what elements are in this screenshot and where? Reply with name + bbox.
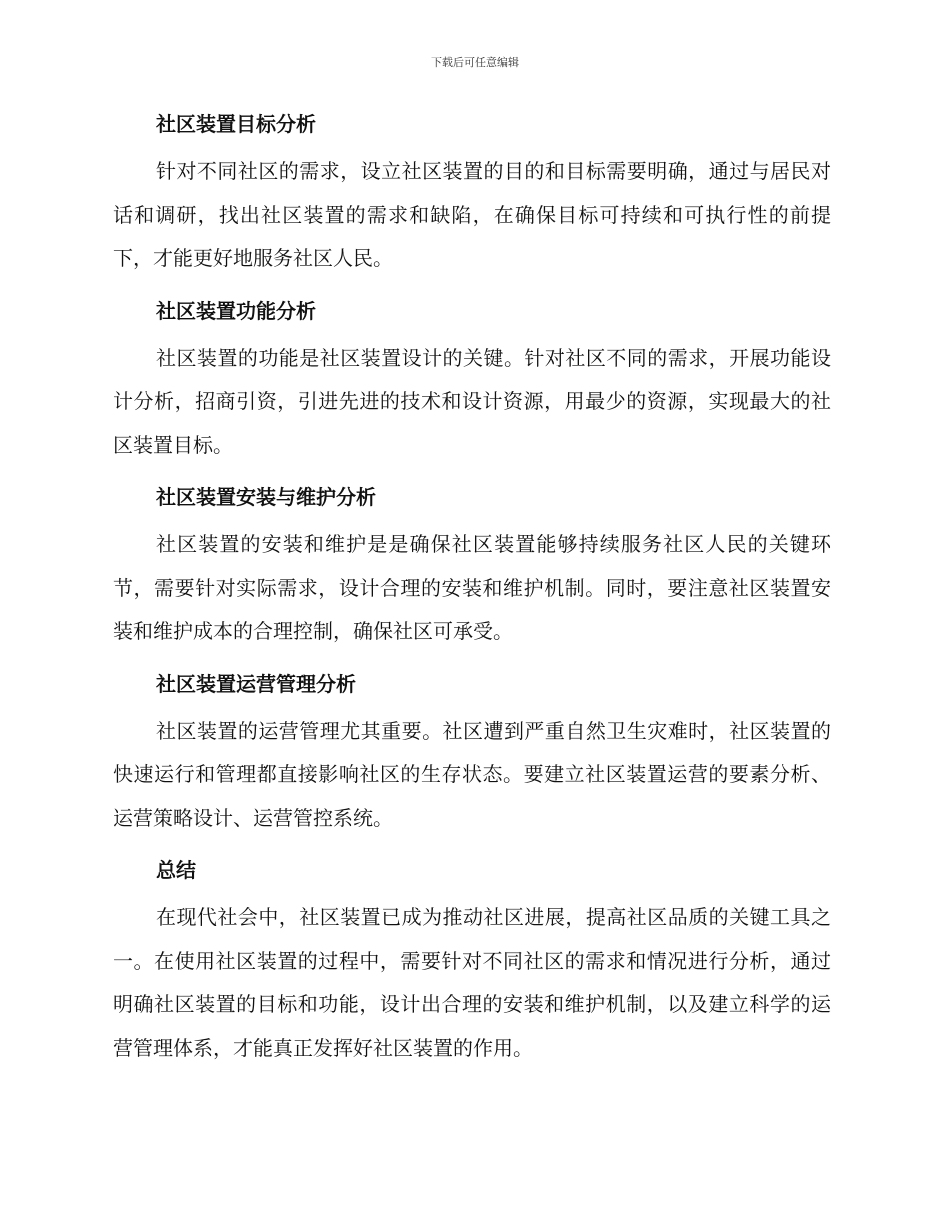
page-header: 下载后可任意编辑 [431,56,519,69]
section-heading-operation: 社区装置运营管理分析 [156,671,356,696]
section-heading-summary: 总结 [156,858,196,882]
section-paragraph-operation: 社区装置的运营管理尤其重要。社区遭到严重自然卫生灾难时，社区装置的快速运行和管理都直接影响社区的生存状态。要建立社区装置运营的要素分析、运营策略设计、运营管控系统。 [113,718,831,830]
section-heading-goal: 社区装置目标分析 [156,112,316,136]
section-heading-installation: 社区装置安装与维护分析 [156,485,376,509]
section-heading-function: 社区装置功能分析 [156,298,316,323]
section-paragraph-installation: 社区装置的安装和维护是是确保社区装置能够持续服务社区人民的关键环节，需要针对实际需求，设计合理的安装和维护机制。同时，要注意社区装置安装和维护成本的合理控制，确保社区可承受。 [113,532,831,643]
section-paragraph-summary: 在现代社会中，社区装置已成为推动社区进展，提高社区品质的关键工具之一。在使用社区装置的过程中，需要针对不同社区的需求和情况进行分析，通过明确社区装置的目标和功能，设计出合理的安装和维护机制，以及建立科学的运营管理体系，才能真正发挥好社区装置的作用。 [113,905,831,1060]
section-paragraph-function: 社区装置的功能是社区装置设计的关键。针对社区不同的需求，开展功能设计分析，招商引资，引进先进的技术和设计资源，用最少的资源，实现最大的社区装置目标。 [113,345,831,457]
section-paragraph-goal: 针对不同社区的需求，设立社区装置的目的和目标需要明确，通过与居民对话和调研，找出社区装置的需求和缺陷，在确保目标可持续和可执行性的前提下，才能更好地服务社区人民。 [113,159,831,270]
document-body [113,108,831,1084]
